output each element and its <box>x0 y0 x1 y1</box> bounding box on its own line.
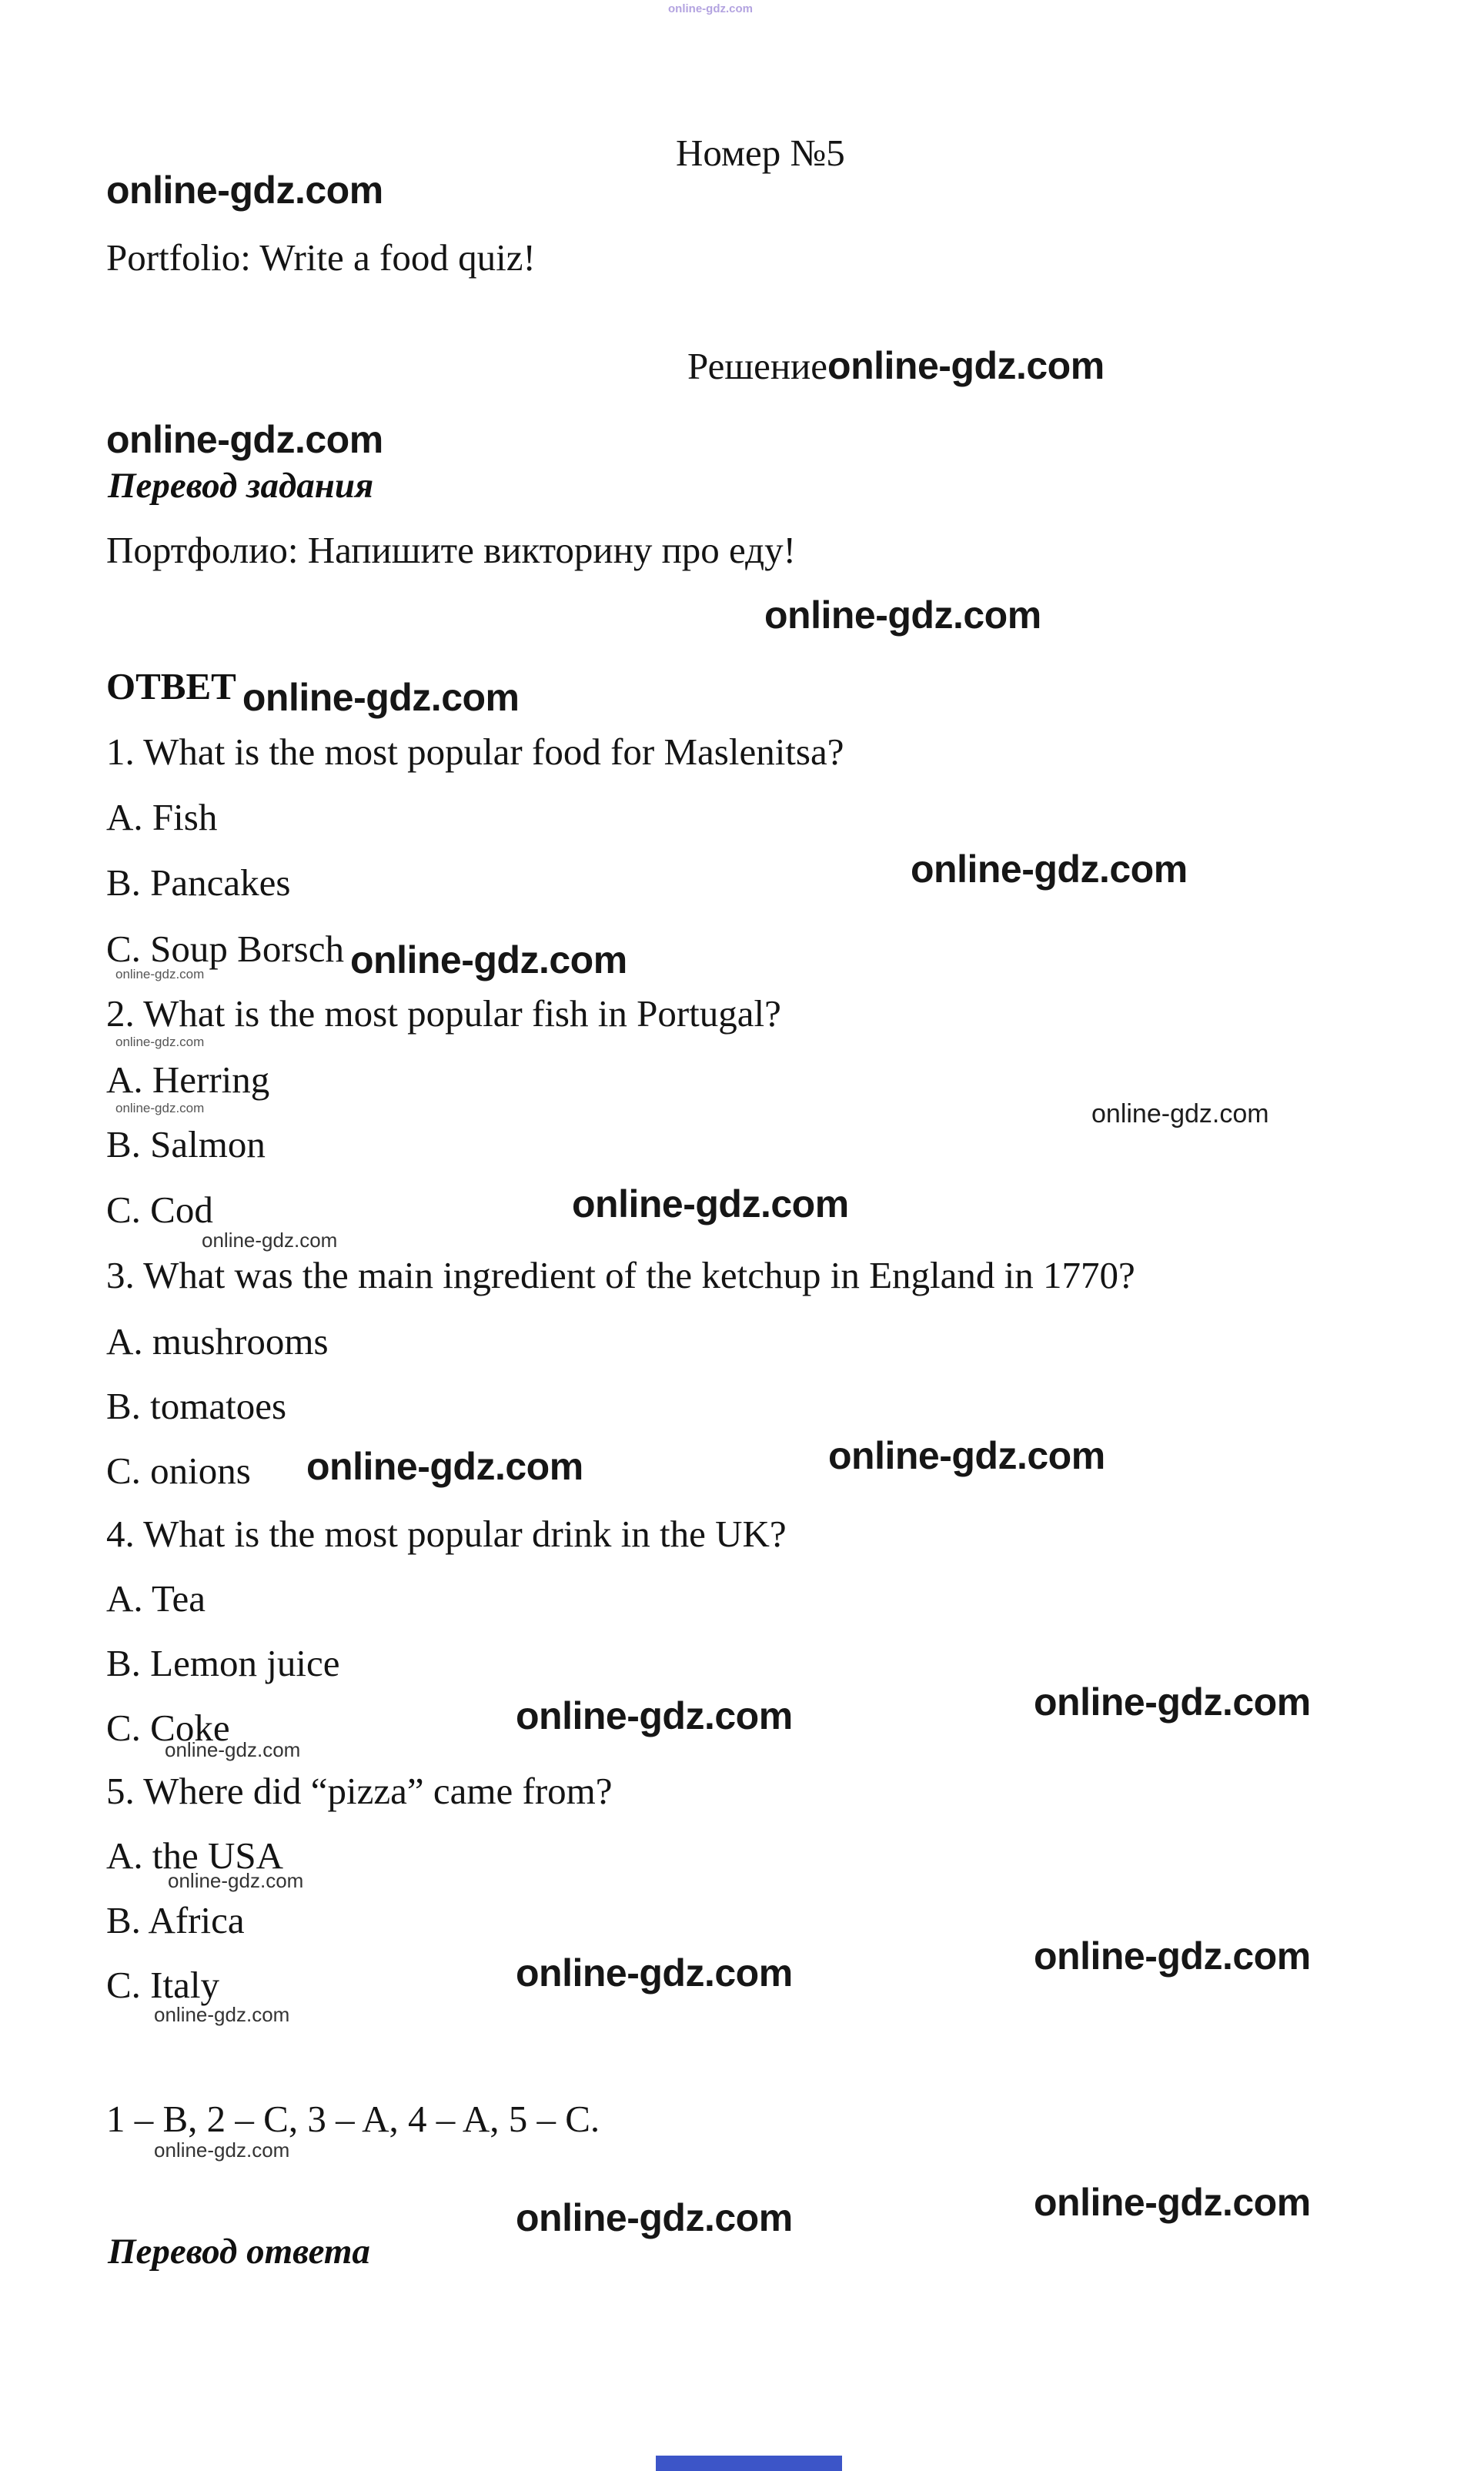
question-option: C. Soup Borsch <box>106 928 345 970</box>
question-option: C. onions <box>106 1449 251 1492</box>
watermark-text: online-gdz.com <box>168 1869 304 1892</box>
question-option: A. Fish <box>106 796 218 838</box>
watermark-text: online-gdz.com <box>572 1182 849 1225</box>
question-option: A. Herring <box>106 1058 270 1101</box>
question-option: B. Lemon juice <box>106 1642 340 1684</box>
watermark-text: online-gdz.com <box>516 2196 793 2239</box>
watermark-text: online-gdz.com <box>828 1434 1105 1477</box>
question-option: C. Cod <box>106 1189 213 1231</box>
watermark-text: online-gdz.com <box>1034 2181 1311 2224</box>
question-option: C. Italy <box>106 1964 219 2006</box>
watermark-text: online-gdz.com <box>516 1694 793 1737</box>
watermark-text: online-gdz.com <box>764 594 1041 637</box>
question-option-row <box>106 926 627 981</box>
solution-label: Решение <box>687 345 828 387</box>
solution-row <box>687 343 1105 388</box>
question-option: A. Tea <box>106 1577 206 1620</box>
question-option: B. Salmon <box>106 1123 266 1165</box>
answer-translation-heading: Перевод ответа <box>108 2232 370 2272</box>
watermark-text: online-gdz.com <box>106 169 383 212</box>
answer-heading-row <box>106 664 520 719</box>
watermark-text: online-gdz.com <box>242 676 520 719</box>
watermark-text: online-gdz.com <box>154 2003 290 2026</box>
page-number-title: Номер №5 <box>676 132 845 174</box>
watermark-text: online-gdz.com <box>115 967 205 981</box>
task-text: Portfolio: Write a food quiz! <box>106 236 536 279</box>
question-option: C. Coke <box>106 1707 230 1749</box>
watermark-text: online-gdz.com <box>306 1445 583 1488</box>
question-option: A. mushrooms <box>106 1320 329 1363</box>
answer-heading: ОТВЕТ <box>106 665 236 707</box>
watermark-text: online-gdz.com <box>1034 1934 1311 1978</box>
translation-text: Портфолио: Напишите викторину про еду! <box>106 529 796 571</box>
watermark-text: online-gdz.com <box>827 344 1105 387</box>
watermark-text: online-gdz.com <box>911 848 1188 891</box>
watermark-text: online-gdz.com <box>516 1951 793 1995</box>
question-option: B. Pancakes <box>106 861 291 904</box>
watermark-text: online-gdz.com <box>115 1101 205 1115</box>
watermark-text: online-gdz.com <box>154 2138 290 2162</box>
watermark-text: online-gdz.com <box>165 1738 301 1761</box>
translation-heading: Перевод задания <box>108 466 374 506</box>
question-option: A. the USA <box>106 1834 284 1877</box>
question-text: 5. Where did “pizza” came from? <box>106 1770 613 1812</box>
question-text: 4. What is the most popular drink in the UK? <box>106 1513 787 1555</box>
watermark-text: online-gdz.com <box>106 418 383 461</box>
footer-link-bar[interactable] <box>656 2456 842 2471</box>
question-text: 1. What is the most popular food for Maslenitsa? <box>106 731 844 773</box>
watermark-text: online-gdz.com <box>1091 1099 1269 1129</box>
question-text: 2. What is the most popular fish in Portugal? <box>106 992 781 1035</box>
question-option: B. tomatoes <box>106 1385 287 1427</box>
question-option: B. Africa <box>106 1899 245 1941</box>
question-text: 3. What was the main ingredient of the ketchup in England in 1770? <box>106 1254 1135 1296</box>
watermark-text: online-gdz.com <box>115 1035 205 1049</box>
watermark-text: online-gdz.com <box>1034 1680 1311 1724</box>
answer-key: 1 – B, 2 – C, 3 – A, 4 – A, 5 – C. <box>106 2098 600 2140</box>
watermark-text: online-gdz.com <box>350 938 627 981</box>
watermark-text: online-gdz.com <box>202 1229 338 1252</box>
watermark-top: online-gdz.com <box>668 2 753 15</box>
